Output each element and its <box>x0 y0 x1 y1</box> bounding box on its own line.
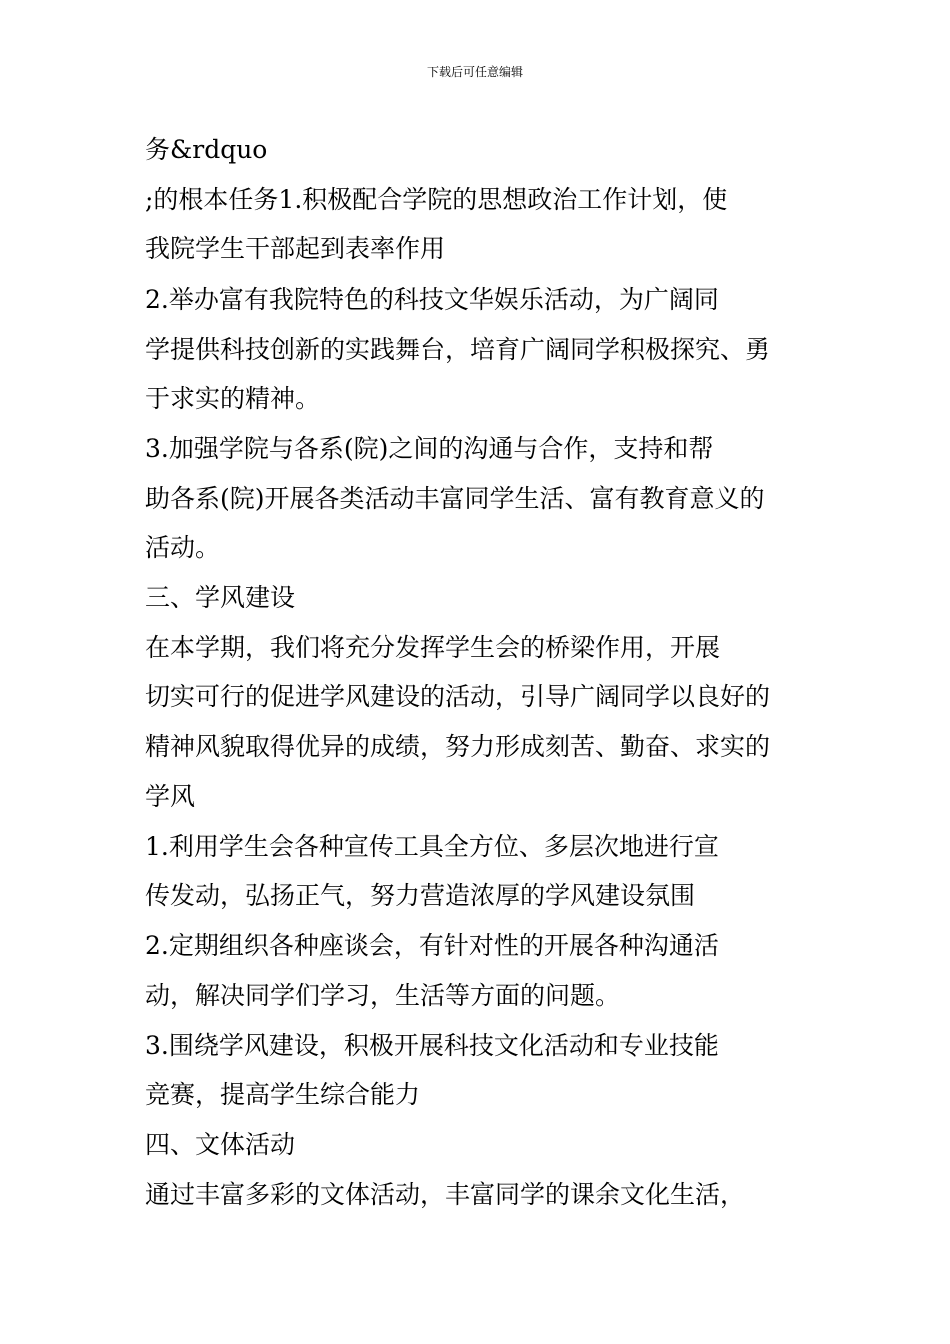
section-heading: 四、文体活动 <box>145 1130 296 1159</box>
text-line: 活动。 <box>145 533 221 562</box>
text-line: 2.举办富有我院特色的科技文华娱乐活动，为广阔同 <box>145 285 719 314</box>
text-line: 学风 <box>145 782 196 811</box>
text-line: 2.定期组织各种座谈会，有针对性的开展各种沟通活 <box>145 931 719 960</box>
text-line: 精神风貌取得优异的成绩，努力形成刻苦、勤奋、求实的 <box>145 732 771 761</box>
text-line: ;的根本任务1.积极配合学院的思想政治工作计划，使 <box>145 185 728 214</box>
text-line: 务&rdquo <box>145 135 268 164</box>
text-line: 助各系(院)开展各类活动丰富同学生活、富有教育意义的 <box>145 484 765 513</box>
text-line: 3.加强学院与各系(院)之间的沟通与合作，支持和帮 <box>145 434 714 463</box>
text-line: 传发动，弘扬正气，努力营造浓厚的学风建设氛围 <box>145 881 696 910</box>
page-header: 下载后可任意编辑 <box>426 65 523 79</box>
text-line: 1.利用学生会各种宣传工具全方位、多层次地进行宣 <box>145 832 719 861</box>
text-line: 3.围绕学风建设，积极开展科技文化活动和专业技能 <box>145 1031 719 1060</box>
text-line: 竞赛，提高学生综合能力 <box>145 1080 421 1109</box>
text-line: 在本学期，我们将充分发挥学生会的桥梁作用，开展 <box>145 633 721 662</box>
text-line: 动，解决同学们学习，生活等方面的问题。 <box>145 981 621 1010</box>
text-line: 于求实的精神。 <box>145 384 321 413</box>
text-line: 学提供科技创新的实践舞台，培育广阔同学积极探究、勇 <box>145 335 771 364</box>
text-line: 切实可行的促进学风建设的活动，引导广阔同学以良好的 <box>145 682 771 711</box>
text-line: 我院学生干部起到表率作用 <box>145 234 446 263</box>
section-heading: 三、学风建设 <box>145 583 296 612</box>
text-line: 通过丰富多彩的文体活动，丰富同学的课余文化生活， <box>145 1180 746 1209</box>
